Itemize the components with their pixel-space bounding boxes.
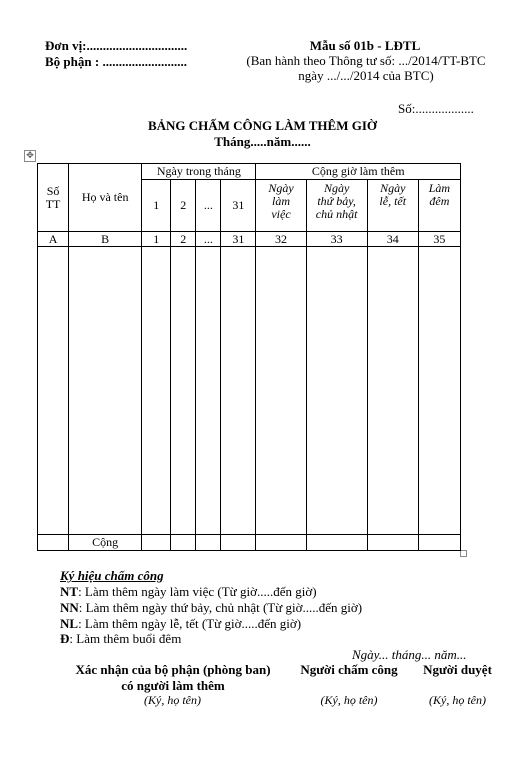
timekeeper-label: Người chấm công: [300, 662, 398, 677]
body-cell[interactable]: [171, 247, 196, 535]
legend-item: [60, 631, 181, 647]
ot-workday-line1: Ngày: [268, 181, 294, 196]
issued-line-1: (Ban hành theo Thông tư số: .../2014/TT-BTC: [246, 53, 486, 68]
col-header-day-dots: ...: [196, 180, 221, 232]
ot-workday-line2: làm: [272, 194, 291, 209]
ot-night-line1: Làm: [428, 181, 451, 196]
document-number: Số:..................: [398, 101, 474, 116]
code-cell: 34: [367, 232, 418, 247]
body-cell[interactable]: [69, 247, 142, 535]
department-line: [45, 54, 187, 70]
ot-holiday-line2: lễ, tết: [379, 194, 407, 209]
total-cell[interactable]: [418, 534, 460, 550]
col-header-ot-holiday: [367, 180, 418, 232]
col-header-stt-line2: TT: [45, 196, 61, 211]
total-cell[interactable]: [196, 534, 221, 550]
legend-item: [60, 600, 362, 616]
legend-text: : Làm thêm ngày lễ, tết (Từ giờ.....đến giờ): [78, 616, 302, 631]
body-cell[interactable]: [367, 247, 418, 535]
legend-title: Ký hiệu chấm công: [60, 568, 164, 583]
total-label: Cộng: [69, 534, 142, 550]
code-cell: 33: [306, 232, 367, 247]
body-row: [38, 247, 461, 535]
col-header-ot-weekend: [306, 180, 367, 232]
legend-text: : Làm thêm buổi đêm: [69, 631, 182, 646]
ot-workday-line3: việc: [271, 207, 291, 222]
code-row: [38, 232, 461, 247]
legend-code: NL: [60, 616, 79, 631]
col-header-day-1: 1: [142, 180, 171, 232]
total-cell[interactable]: [256, 534, 306, 550]
group-header-days: Ngày trong tháng: [142, 164, 256, 180]
legend-item: [60, 584, 317, 600]
code-cell: ...: [196, 232, 221, 247]
form-number: Mẫu số 01b - LĐTL: [309, 38, 421, 53]
col-header-stt: [38, 164, 69, 232]
body-cell[interactable]: [142, 247, 171, 535]
legend-code: NT: [60, 584, 79, 599]
code-cell: B: [69, 232, 142, 247]
legend-item: [60, 616, 301, 632]
total-cell[interactable]: [221, 534, 256, 550]
resize-handle-icon[interactable]: [460, 550, 467, 557]
legend-text: : Làm thêm ngày làm việc (Từ giờ.....đến giờ): [78, 584, 317, 599]
total-cell[interactable]: [367, 534, 418, 550]
total-cell[interactable]: [171, 534, 196, 550]
col-header-day-31: 31: [221, 180, 256, 232]
code-cell: 35: [418, 232, 460, 247]
body-cell[interactable]: [418, 247, 460, 535]
body-cell[interactable]: [38, 247, 69, 535]
issued-line-2: ngày .../.../2014 của BTC): [298, 68, 434, 83]
page-title: BẢNG CHẤM CÔNG LÀM THÊM GIỜ: [147, 118, 378, 133]
move-arrows-icon[interactable]: ✥: [24, 150, 36, 162]
code-cell: 31: [221, 232, 256, 247]
unit-line: [45, 38, 187, 54]
ot-weekend-line3: chủ nhật: [315, 207, 358, 222]
date-line: Ngày... tháng... năm...: [352, 647, 467, 662]
header-row-1: [38, 164, 461, 180]
body-cell[interactable]: [256, 247, 306, 535]
approver-label: Người duyệt: [423, 662, 492, 677]
col-header-stt-line1: Số: [46, 183, 60, 198]
total-cell[interactable]: [306, 534, 367, 550]
page-subtitle: Tháng.....năm......: [214, 134, 311, 149]
body-cell[interactable]: [306, 247, 367, 535]
total-row: [38, 534, 461, 550]
code-cell: 1: [142, 232, 171, 247]
legend-code: Đ: [60, 631, 70, 646]
confirm-line-2: có người làm thêm: [121, 678, 225, 693]
unit-dots: ...............................: [86, 38, 188, 53]
sign-note-confirm: (Ký, họ tên): [144, 693, 201, 707]
col-header-ot-workday: [256, 180, 306, 232]
total-cell[interactable]: [142, 534, 171, 550]
ot-holiday-line1: Ngày: [380, 181, 406, 196]
sign-note-timekeeper: (Ký, họ tên): [320, 693, 378, 707]
col-header-day-2: 2: [171, 180, 196, 232]
confirm-line-1: Xác nhận của bộ phận (phòng ban): [75, 662, 271, 677]
group-header-overtime: Cộng giờ làm thêm: [256, 164, 461, 180]
department-dots: ..........................: [102, 54, 187, 69]
body-cell[interactable]: [221, 247, 256, 535]
department-label: Bộ phận :: [45, 54, 100, 69]
ot-weekend-line2: thứ bảy,: [317, 194, 356, 209]
code-cell: A: [38, 232, 69, 247]
code-cell: 32: [256, 232, 306, 247]
unit-label: Đơn vị:: [45, 38, 87, 53]
col-header-name: Họ và tên: [69, 164, 142, 232]
legend-text: : Làm thêm ngày thứ bảy, chủ nhật (Từ giờ.....đến giờ): [78, 600, 363, 615]
code-cell: 2: [171, 232, 196, 247]
legend-code: NN: [60, 600, 79, 615]
sign-note-approver: (Ký, họ tên): [429, 693, 486, 707]
timesheet-table: [37, 163, 461, 551]
body-cell[interactable]: [196, 247, 221, 535]
ot-night-line2: đêm: [429, 194, 450, 209]
col-header-ot-night: [418, 180, 460, 232]
ot-weekend-line1: Ngày: [323, 181, 350, 196]
total-cell[interactable]: [38, 534, 69, 550]
